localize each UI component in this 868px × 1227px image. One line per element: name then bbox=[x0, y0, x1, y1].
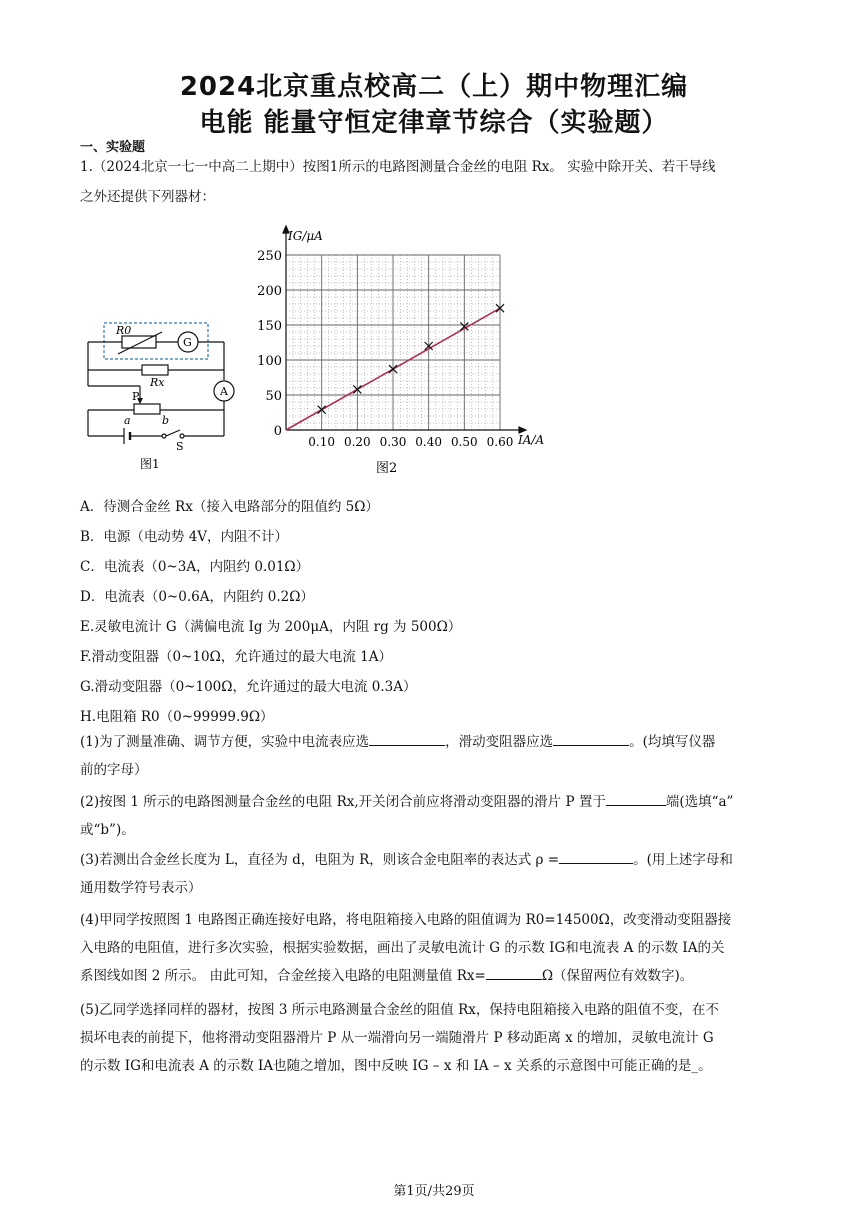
y-tick-label: 50 bbox=[265, 389, 282, 404]
ammeter-label: A bbox=[220, 385, 228, 398]
section-heading: 一、实验题 bbox=[80, 140, 146, 155]
answer-blank-2[interactable] bbox=[606, 791, 666, 806]
y-tick-label: 250 bbox=[257, 249, 282, 264]
subquestion-1: (1)为了测量准确、调节方便，实验中电流表应选 ，滑动变阻器应选 。(均填写仪器 前的字母） bbox=[80, 728, 792, 784]
page-subtitle: 电能 能量守恒定律章节综合（实验题） bbox=[199, 108, 669, 138]
x-tick-label: 0.20 bbox=[343, 435, 371, 449]
x-tick-label: 0.30 bbox=[379, 435, 407, 449]
option-e: E.灵敏电流计 G（满偏电流 Ig 为 200μA，内阻 rg 为 500Ω） bbox=[80, 619, 462, 635]
end-b-label: b bbox=[162, 414, 170, 427]
option-c: C．电流表（0~3A，内阻约 0.01Ω） bbox=[80, 559, 310, 575]
option-b: B．电源（电动势 4V，内阻不计） bbox=[80, 529, 289, 545]
end-a-label: a bbox=[124, 414, 131, 427]
option-f: F.滑动变阻器（0~10Ω，允许通过的最大电流 1A） bbox=[80, 649, 392, 665]
y-tick-label: 0 bbox=[273, 424, 282, 439]
x-tick-label: 0.60 bbox=[486, 435, 514, 449]
rx-label: Rx bbox=[150, 376, 165, 389]
option-a: A．待测合金丝 Rx（接入电路部分的阻值约 5Ω） bbox=[80, 499, 379, 515]
figure-2-caption: 图2 bbox=[376, 461, 398, 476]
y-tick-label: 100 bbox=[257, 354, 282, 369]
galvanometer-label: G bbox=[183, 336, 192, 349]
answer-blank-1a[interactable] bbox=[369, 731, 445, 746]
option-d: D．电流表（0~0.6A，内阻约 0.2Ω） bbox=[80, 589, 314, 605]
answer-blank-1b[interactable] bbox=[553, 731, 629, 746]
page-title: 2024北京重点校高二（上）期中物理汇编 bbox=[179, 72, 689, 102]
option-h: H.电阻箱 R0（0~99999.9Ω） bbox=[80, 709, 274, 725]
slider-p-label: P bbox=[132, 390, 140, 403]
y-axis-label: IG/μA bbox=[288, 229, 323, 243]
subquestion-5: (5)乙同学选择同样的器材，按图 3 所示电路测量合金丝的阻值 Rx，保持电阻箱接入电路的阻值不变，在不 损坏电表的前提下，他将滑动变阻器滑片 P 从一端滑向另一端随滑片 P 移动距离 x 的增加，灵敏电流计 G 的示数 IG和电流表 A 的示数 IA也随之增加，图中反映 IG – x 和 IA – x 关系的示意图中可能正确的是_。 bbox=[80, 1002, 719, 1074]
x-axis-label: IA/A bbox=[518, 433, 545, 447]
y-tick-label: 150 bbox=[257, 319, 282, 334]
question-intro: 1.（2024北京一七一中高二上期中）按图1所示的电路图测量合金丝的电阻 Rx。 实验中除开关、若干导线 bbox=[80, 159, 716, 175]
x-tick-label: 0.50 bbox=[450, 435, 478, 449]
figure-1-caption: 图1 bbox=[140, 457, 160, 471]
option-g: G.滑动变阻器（0~100Ω，允许通过的最大电流 0.3A） bbox=[80, 679, 417, 695]
figure-2-chart bbox=[248, 222, 568, 478]
question-intro-cont: 之外还提供下列器材： bbox=[80, 189, 215, 205]
subquestion-4: (4)甲同学按照图 1 电路图正确连接好电路，将电阻箱接入电路的阻值调为 R0=14500Ω，改变滑动变阻器接 入电路的电阻值，进行多次实验，根据实验数据，画出了灵敏电流计 G 的示数 IG和电流表 A 的示数 IA的关 系图线如图 2 所示。 由此可知，合金丝接入电路的电阻测量值 Rx= Ω（保留两位有效数字)。 bbox=[80, 912, 732, 984]
r0-label: R0 bbox=[116, 324, 132, 337]
y-tick-label: 200 bbox=[257, 284, 282, 299]
figure-1-circuit bbox=[82, 318, 242, 478]
subquestion-3: (3)若测出合金丝长度为 L，直径为 d，电阻为 R，则该合金电阻率的表达式 ρ = 。(用上述字母和 通用数学符号表示） bbox=[80, 846, 792, 902]
answer-blank-3[interactable] bbox=[559, 849, 633, 864]
x-tick-label: 0.40 bbox=[415, 435, 443, 449]
subquestion-2: (2)按图 1 所示的电路图测量合金丝的电阻 Rx,开关闭合前应将滑动变阻器的滑片 P 置于 端(选填“a” 或“b”)。 bbox=[80, 788, 792, 844]
page-footer: 第1页/共29页 bbox=[393, 1184, 475, 1199]
answer-blank-4[interactable] bbox=[486, 965, 542, 980]
switch-label: S bbox=[176, 440, 184, 453]
x-tick-label: 0.10 bbox=[308, 435, 336, 449]
